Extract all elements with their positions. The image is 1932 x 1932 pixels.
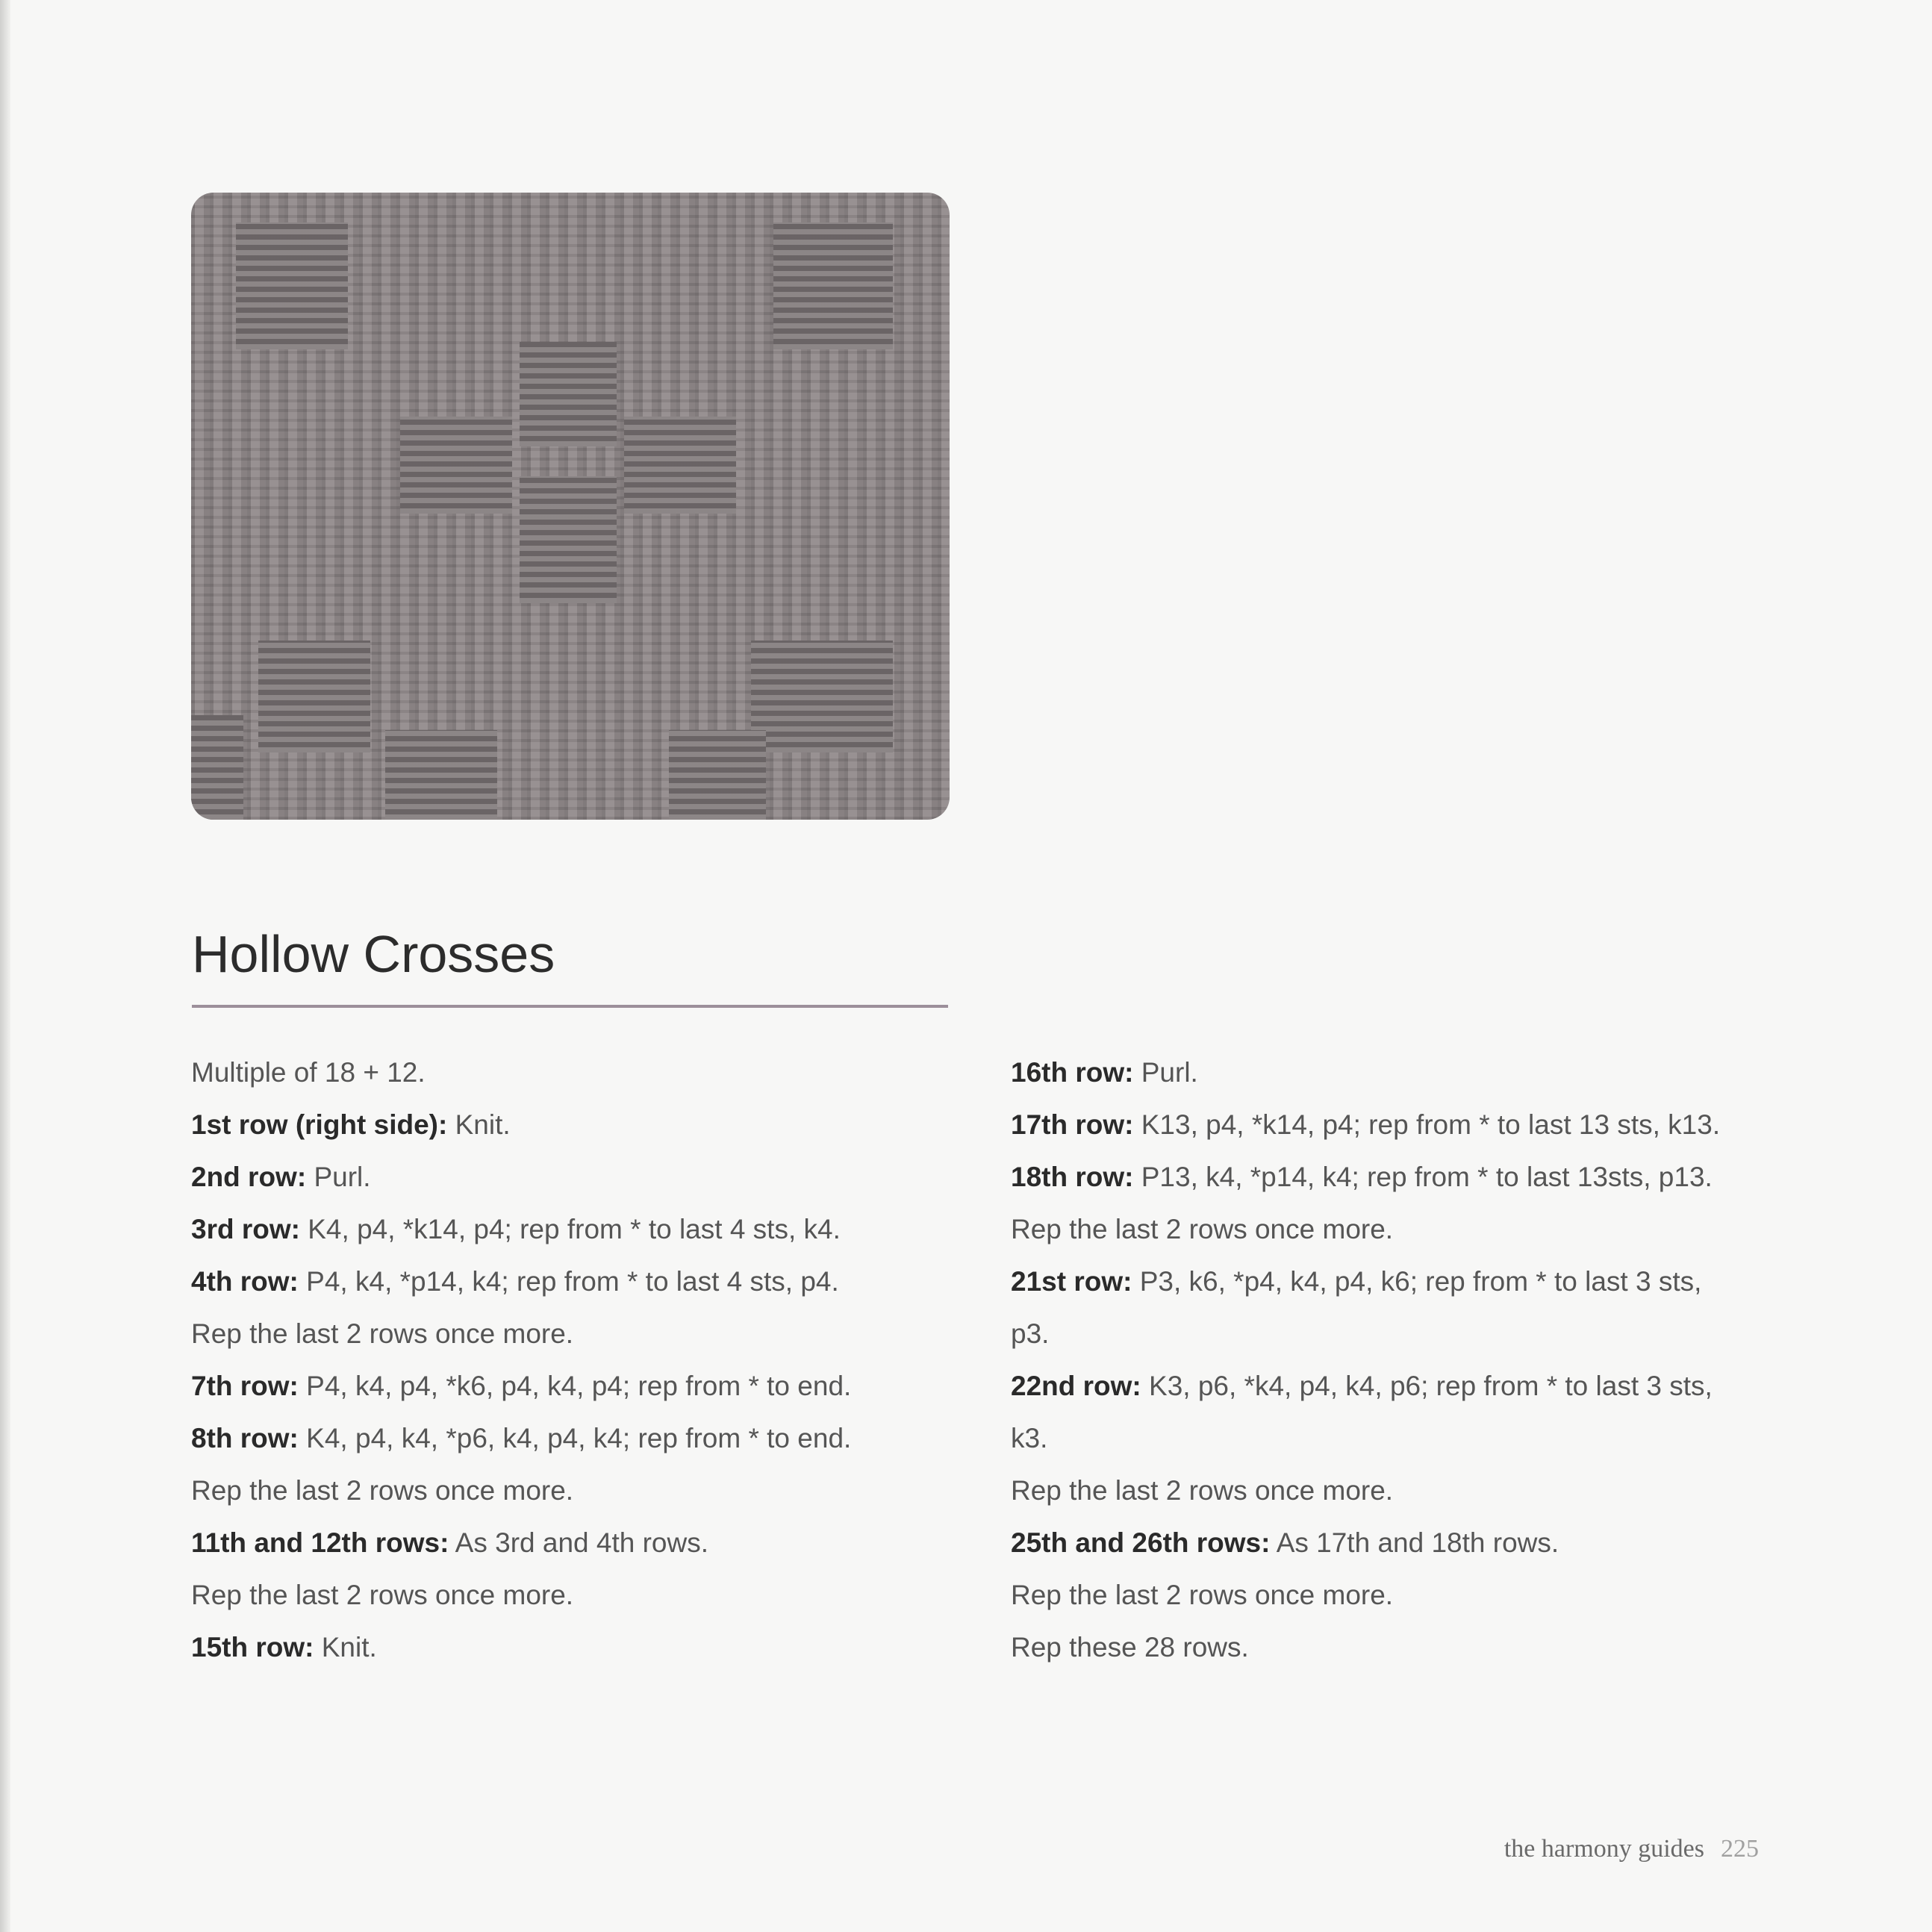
row-label: 1st row (right side): bbox=[191, 1109, 448, 1140]
garter-block bbox=[669, 730, 766, 820]
row-text: P4, k4, p4, *k6, p4, k4, p4; rep from * to end. bbox=[298, 1371, 852, 1401]
instruction-line bbox=[191, 1047, 908, 1099]
pattern-title: Hollow Crosses bbox=[192, 925, 555, 983]
row-label: 11th and 12th rows: bbox=[191, 1527, 449, 1558]
instructions-right-column bbox=[1011, 1047, 1832, 1674]
instruction-line bbox=[1011, 1517, 1832, 1569]
garter-block bbox=[258, 641, 370, 752]
instruction-line bbox=[191, 1465, 908, 1517]
row-text: As 17th and 18th rows. bbox=[1270, 1527, 1559, 1558]
row-text: Rep the last 2 rows once more. bbox=[1011, 1214, 1394, 1244]
instruction-line bbox=[1011, 1308, 1832, 1360]
instruction-line bbox=[1011, 1569, 1832, 1621]
row-text: P4, k4, *p14, k4; rep from * to last 4 sts, p4. bbox=[298, 1266, 839, 1297]
row-label: 15th row: bbox=[191, 1632, 314, 1663]
instruction-line bbox=[1011, 1256, 1832, 1308]
row-label: 18th row: bbox=[1011, 1162, 1134, 1192]
row-text: P3, k6, *p4, k4, p4, k6; rep from * to last 3 sts, bbox=[1132, 1266, 1702, 1297]
instruction-line bbox=[1011, 1151, 1832, 1203]
garter-block bbox=[385, 730, 497, 820]
instruction-line bbox=[1011, 1047, 1832, 1099]
row-text: k3. bbox=[1011, 1423, 1048, 1453]
garter-block bbox=[400, 417, 512, 514]
row-text: Rep the last 2 rows once more. bbox=[1011, 1580, 1394, 1610]
instructions-left-column bbox=[191, 1047, 908, 1674]
row-text: Knit. bbox=[447, 1109, 511, 1140]
instruction-line bbox=[191, 1203, 908, 1256]
row-text: Rep the last 2 rows once more. bbox=[191, 1580, 574, 1610]
instruction-line bbox=[191, 1569, 908, 1621]
row-label: 16th row: bbox=[1011, 1057, 1134, 1088]
row-label: 17th row: bbox=[1011, 1109, 1134, 1140]
knitted-swatch-photo bbox=[191, 193, 950, 820]
row-label: 8th row: bbox=[191, 1423, 299, 1453]
instruction-line bbox=[191, 1360, 908, 1412]
instruction-line bbox=[191, 1517, 908, 1569]
row-text: K4, p4, *k14, p4; rep from * to last 4 sts, k4. bbox=[299, 1214, 841, 1244]
row-text: K3, p6, *k4, p4, k4, p6; rep from * to last 3 sts, bbox=[1141, 1371, 1713, 1401]
garter-block bbox=[773, 222, 893, 349]
book-title: the harmony guides bbox=[1503, 1835, 1704, 1863]
row-text: Rep the last 2 rows once more. bbox=[1011, 1475, 1394, 1506]
row-text: Rep the last 2 rows once more. bbox=[191, 1318, 574, 1349]
row-text: p3. bbox=[1011, 1318, 1050, 1349]
row-label: 21st row: bbox=[1011, 1266, 1132, 1297]
row-text: Purl. bbox=[1133, 1057, 1198, 1088]
instruction-line bbox=[191, 1621, 908, 1674]
instruction-line bbox=[191, 1256, 908, 1308]
row-label: 3rd row: bbox=[191, 1214, 300, 1244]
instruction-line bbox=[1011, 1203, 1832, 1256]
row-label: 22nd row: bbox=[1011, 1371, 1141, 1401]
row-text: Multiple of 18 + 12. bbox=[191, 1057, 426, 1088]
row-label: 7th row: bbox=[191, 1371, 299, 1401]
garter-block bbox=[751, 641, 893, 752]
instruction-line bbox=[191, 1099, 908, 1151]
garter-block bbox=[520, 342, 617, 446]
garter-block bbox=[236, 222, 348, 349]
row-text: Rep the last 2 rows once more. bbox=[191, 1475, 574, 1506]
instruction-line bbox=[1011, 1465, 1832, 1517]
row-label: 25th and 26th rows: bbox=[1011, 1527, 1271, 1558]
instruction-line bbox=[191, 1412, 908, 1465]
row-text: Knit. bbox=[314, 1632, 377, 1663]
page-footer bbox=[1504, 1835, 1759, 1863]
instruction-line bbox=[1011, 1360, 1832, 1412]
instruction-line bbox=[1011, 1412, 1832, 1465]
row-text: As 3rd and 4th rows. bbox=[449, 1527, 709, 1558]
garter-block bbox=[191, 715, 243, 820]
instruction-line bbox=[191, 1151, 908, 1203]
title-rule bbox=[192, 1005, 948, 1008]
row-text: Purl. bbox=[306, 1162, 371, 1192]
garter-block bbox=[624, 417, 736, 514]
instruction-line bbox=[1011, 1621, 1832, 1674]
row-text: K13, p4, *k14, p4; rep from * to last 13 sts, k13. bbox=[1133, 1109, 1721, 1140]
row-label: 4th row: bbox=[191, 1266, 299, 1297]
row-text: Rep these 28 rows. bbox=[1011, 1632, 1249, 1663]
instruction-line bbox=[1011, 1099, 1832, 1151]
page-number: 225 bbox=[1721, 1835, 1759, 1863]
row-text: K4, p4, k4, *p6, k4, p4, k4; rep from * to end. bbox=[298, 1423, 852, 1453]
page-gutter-shadow bbox=[0, 0, 10, 1932]
garter-block bbox=[520, 476, 617, 603]
instruction-line bbox=[191, 1308, 908, 1360]
row-label: 2nd row: bbox=[191, 1162, 307, 1192]
row-text: P13, k4, *p14, k4; rep from * to last 13sts, p13. bbox=[1133, 1162, 1713, 1192]
